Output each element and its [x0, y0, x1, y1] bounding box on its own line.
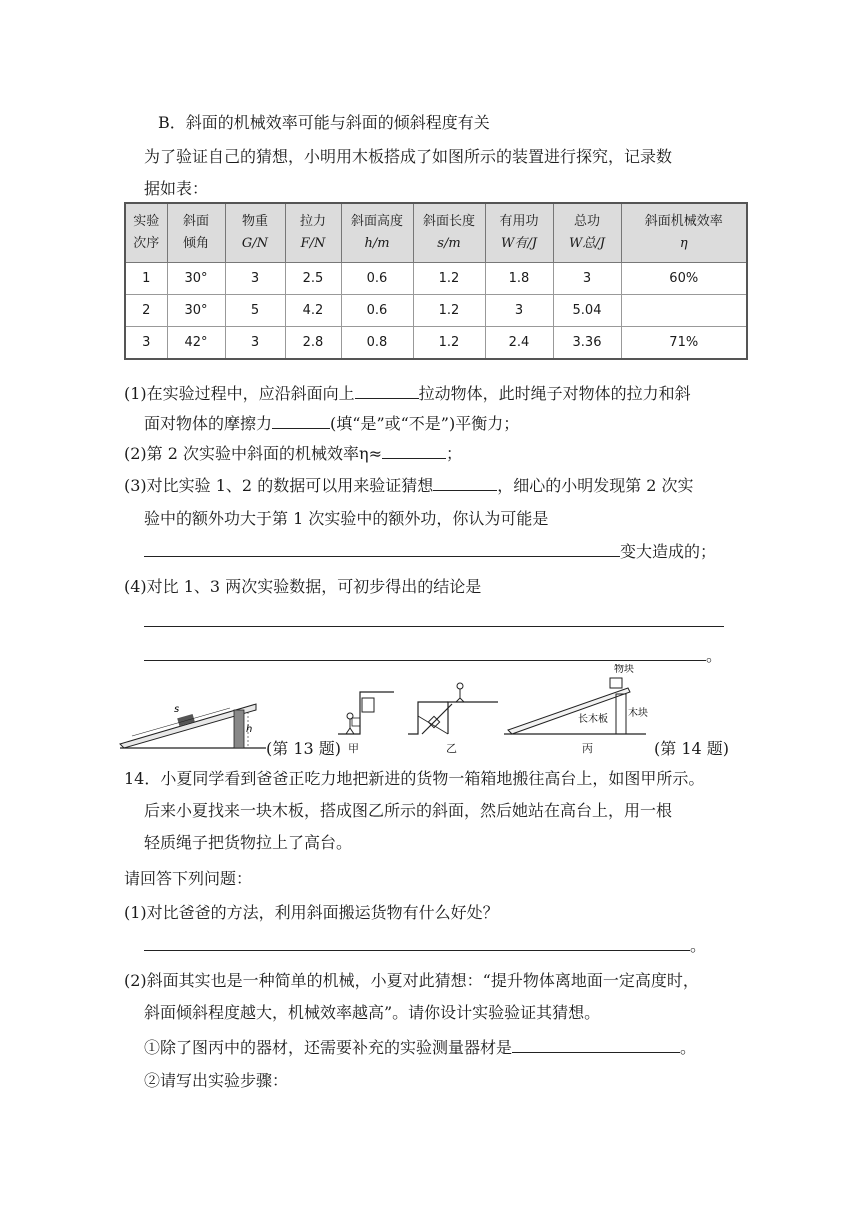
answer-blank[interactable]: [433, 474, 497, 491]
experiment-table: [124, 202, 748, 360]
figure-14-caption: (第 14 题): [654, 739, 730, 758]
figure-yi: [408, 678, 498, 740]
hypothesis-b: B．斜面的机械效率可能与斜面的倾斜程度有关: [158, 113, 490, 132]
q14-line3: 轻质绳子把货物拉上了高台。: [144, 833, 353, 852]
table-cell: 1.2: [413, 263, 485, 295]
caption-jia: 甲: [348, 742, 359, 755]
figure-jia: [338, 688, 394, 742]
table-cell: 3: [225, 327, 285, 360]
table-header-row: [125, 203, 747, 263]
q13-part3-line1: (3)对比实验 1、2 的数据可以用来验证猜想 ，细心的小明发现第 2 次实: [124, 476, 694, 495]
q14-part2-line1: (2)斜面其实也是一种简单的机械，小夏对此猜想：“提升物体离地面一定高度时，: [124, 971, 699, 990]
table-cell: 1.8: [485, 263, 553, 295]
table-row: [125, 327, 747, 360]
label-support: 木块: [628, 708, 648, 719]
q13-part1-line2: 面对物体的摩擦力 (填“是”或“不是”)平衡力；: [144, 414, 520, 433]
q13-part2: (2)第 2 次实验中斜面的机械效率η≈ ；: [124, 444, 463, 463]
q13-part3-line2: 验中的额外功大于第 1 次实验中的额外功，你认为可能是: [144, 509, 549, 528]
answer-blank[interactable]: [512, 1036, 680, 1053]
answer-blank[interactable]: [382, 442, 446, 459]
header-height: 斜面高度 h/m: [341, 203, 413, 263]
q14-part2-item1: ①除了图丙中的器材，还需要补充的实验测量器材是 。: [144, 1038, 697, 1057]
table-cell: [621, 295, 747, 327]
table-cell: 30°: [167, 263, 225, 295]
table-cell: 0.6: [341, 295, 413, 327]
table-cell: 60%: [621, 263, 747, 295]
table-cell: 2.5: [285, 263, 341, 295]
table-cell: 3.36: [553, 327, 621, 360]
header-trial: 实验 次序: [125, 203, 167, 263]
table-cell: 71%: [621, 327, 747, 360]
table-cell: 2.4: [485, 327, 553, 360]
q14-part1-answer: 。: [144, 934, 706, 957]
table-cell: 0.8: [341, 327, 413, 360]
caption-bing: 丙: [582, 742, 593, 755]
header-angle: 斜面 倾角: [167, 203, 225, 263]
header-efficiency: 斜面机械效率 η: [621, 203, 747, 263]
table-cell: 30°: [167, 295, 225, 327]
table-cell: 2: [125, 295, 167, 327]
figure-13-caption: (第 13 题): [266, 739, 342, 758]
header-weight: 物重 G/N: [225, 203, 285, 263]
header-length: 斜面长度 s/m: [413, 203, 485, 263]
q14-prompt: 请回答下列问题：: [124, 869, 253, 888]
table-cell: 4.2: [285, 295, 341, 327]
intro-paragraph-line1: 为了验证自己的猜想，小明用木板搭成了如图所示的装置进行探究，记录数: [144, 147, 673, 166]
table-cell: 3: [225, 263, 285, 295]
table-cell: 42°: [167, 327, 225, 360]
table-cell: 5.04: [553, 295, 621, 327]
q14-part2-line2: 斜面倾斜程度越大，机械效率越高”。请你设计实验验证其猜想。: [144, 1003, 601, 1022]
table-cell: 3: [125, 327, 167, 360]
header-force: 拉力 F/N: [285, 203, 341, 263]
answer-line[interactable]: [144, 626, 724, 627]
table-cell: 5: [225, 295, 285, 327]
table-row: [125, 263, 747, 295]
header-total-work: 总功 W总/J: [553, 203, 621, 263]
header-useful-work: 有用功 W有/J: [485, 203, 553, 263]
q13-part1-line1: (1)在实验过程中，应沿斜面向上 拉动物体，此时绳子对物体的拉力和斜: [124, 384, 691, 403]
table-row: [125, 295, 747, 327]
q13-part4-line2: 。: [144, 644, 722, 667]
intro-paragraph-line2: 据如表：: [144, 179, 209, 198]
q14-part2-item2: ②请写出实验步骤：: [144, 1071, 289, 1090]
label-h: h: [246, 724, 253, 735]
figure-bing: [504, 664, 650, 740]
q13-part3-line3: 变大造成的；: [144, 540, 716, 563]
table-cell: 1.2: [413, 295, 485, 327]
q13-part4: (4)对比 1、3 两次实验数据，可初步得出的结论是: [124, 577, 482, 596]
q14-line2: 后来小夏找来一块木板，搭成图乙所示的斜面，然后她站在高台上，用一根: [144, 801, 673, 820]
q14-part1: (1)对比爸爸的方法，利用斜面搬运货物有什么好处？: [124, 903, 499, 922]
table-cell: 3: [553, 263, 621, 295]
answer-blank[interactable]: [355, 382, 419, 399]
table-cell: 1: [125, 263, 167, 295]
answer-blank[interactable]: [144, 540, 620, 557]
figure-13-incline: [118, 692, 268, 752]
label-board: 长木板: [578, 714, 608, 725]
table-cell: 2.8: [285, 327, 341, 360]
table-cell: 0.6: [341, 263, 413, 295]
answer-blank[interactable]: [144, 934, 690, 951]
q14-line1: 14．小夏同学看到爸爸正吃力地把新进的货物一箱箱地搬往高台上，如图甲所示。: [124, 769, 705, 788]
label-s: s: [174, 704, 180, 715]
answer-blank[interactable]: [272, 412, 330, 429]
answer-blank[interactable]: [144, 644, 706, 661]
table-cell: 3: [485, 295, 553, 327]
table-cell: 1.2: [413, 327, 485, 360]
label-block: 物块: [614, 664, 634, 675]
caption-yi: 乙: [446, 742, 457, 755]
